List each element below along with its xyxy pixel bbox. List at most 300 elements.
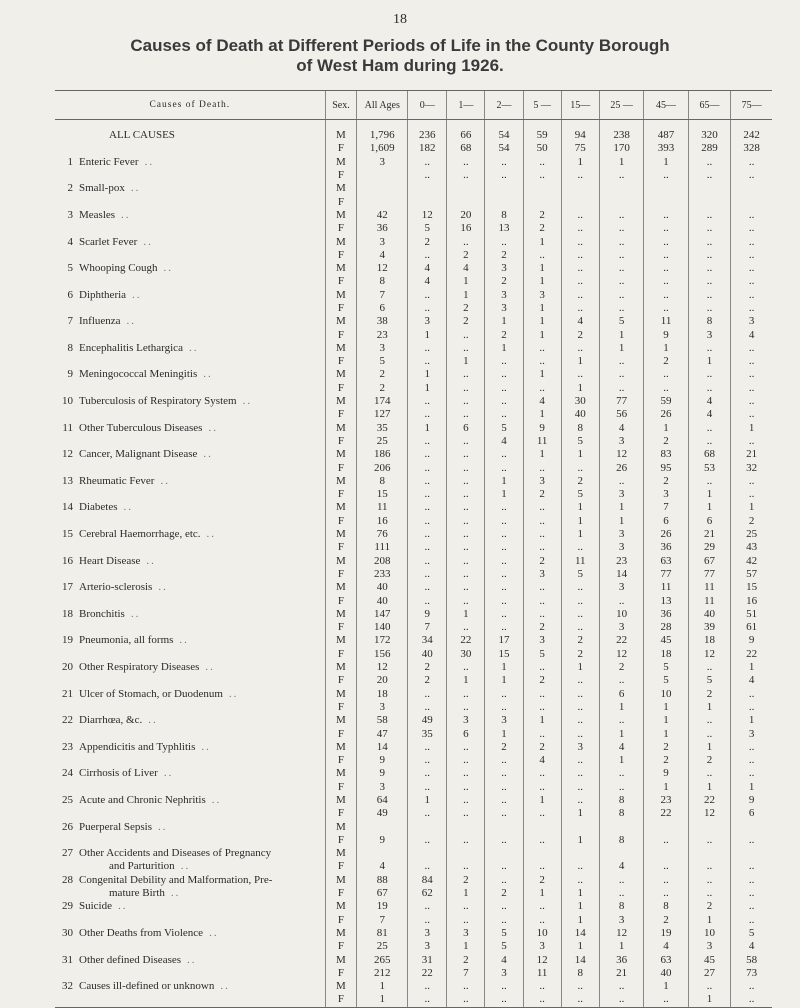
value-cell-a65: 77: [688, 568, 730, 581]
leader-dots: ..: [179, 634, 189, 647]
spacer-cell: [561, 120, 599, 130]
value-cell-a65: ..: [688, 222, 730, 235]
value-cell-a2: ..: [485, 368, 523, 381]
value-cell-a65: ..: [688, 382, 730, 395]
value-cell-a0: 2: [408, 235, 447, 248]
value-cell-a45: ..: [644, 368, 688, 381]
value-cell-a0: 1: [408, 382, 447, 395]
value-cell-a75: ..: [731, 900, 772, 913]
value-cell-a65: 1: [688, 914, 730, 927]
value-cell-a45: 19: [644, 927, 688, 940]
value-cell-a15: ..: [561, 781, 599, 794]
value-cell-a5: 3: [523, 289, 561, 302]
cause-cell: [55, 515, 325, 528]
value-cell-a1: ..: [447, 501, 485, 514]
value-cell-a5: 2: [523, 674, 561, 687]
spacer-cell: [599, 120, 643, 130]
value-cell-a15: 14: [561, 927, 599, 940]
header-age-45: 45—: [644, 91, 688, 120]
spacer-cell: [325, 120, 357, 130]
value-cell-a45: ..: [644, 302, 688, 315]
page-title: [40, 36, 760, 76]
cause-cell: [55, 781, 325, 794]
value-cell-a5: 1: [523, 315, 561, 328]
value-cell-a15: 1: [561, 661, 599, 674]
value-cell-a45: 1: [644, 727, 688, 740]
value-cell-all: 1,796: [357, 129, 408, 142]
cause-label: ALL CAUSES: [109, 129, 175, 142]
value-cell-a0: ..: [408, 993, 447, 1007]
leader-dots: ..: [220, 980, 230, 993]
cause-number: 32: [62, 980, 73, 993]
leader-dots: ..: [146, 554, 156, 567]
cause-number: 13: [62, 474, 73, 487]
value-cell-a75: 21: [731, 448, 772, 461]
cause-cell: [55, 674, 325, 687]
value-cell-a0: 3: [408, 940, 447, 953]
cause-label: Ulcer of Stomach, or Duodenum: [79, 687, 223, 700]
value-cell-a1: ..: [447, 235, 485, 248]
value-cell-a25: 23: [599, 555, 643, 568]
value-cell-a0: 236: [408, 129, 447, 142]
table-header-row: [55, 91, 772, 120]
value-cell-a0: ..: [408, 342, 447, 355]
cause-cell: [55, 727, 325, 740]
value-cell-a0: ..: [408, 169, 447, 182]
value-cell-a1: 1: [447, 608, 485, 621]
table-row: [55, 621, 772, 634]
cause-cell: [55, 634, 325, 647]
sex-cell: F: [325, 488, 357, 501]
value-cell-a5: 2: [523, 741, 561, 754]
value-cell-a15: ..: [561, 980, 599, 993]
value-cell-a1: ..: [447, 993, 485, 1007]
sex-cell: M: [325, 422, 357, 435]
table-row: [55, 847, 772, 860]
value-cell-a75: ..: [731, 275, 772, 288]
value-cell-a2: 54: [485, 129, 523, 142]
value-cell-all: 14: [357, 741, 408, 754]
table-row: [55, 501, 772, 514]
value-cell-a45: 77: [644, 568, 688, 581]
sex-cell: M: [325, 448, 357, 461]
value-cell-a5: [523, 195, 561, 208]
value-cell-a2: ..: [485, 501, 523, 514]
header-spacer-row: [55, 120, 772, 130]
value-cell-a75: ..: [731, 741, 772, 754]
cause-cell: [55, 980, 325, 993]
value-cell-a15: ..: [561, 302, 599, 315]
sex-cell: M: [325, 235, 357, 248]
value-cell-a25: ..: [599, 289, 643, 302]
sex-cell: M: [325, 661, 357, 674]
cause-number: 17: [62, 581, 73, 594]
value-cell-a25: ..: [599, 209, 643, 222]
leader-dots: ..: [170, 887, 181, 900]
value-cell-a25: 4: [599, 422, 643, 435]
value-cell-a75: ..: [731, 342, 772, 355]
table-row: [55, 993, 772, 1007]
value-cell-a0: ..: [408, 754, 447, 767]
value-cell-a0: ..: [408, 448, 447, 461]
table-row: [55, 594, 772, 607]
table-row: [55, 608, 772, 621]
sex-cell: F: [325, 914, 357, 927]
value-cell-all: 49: [357, 807, 408, 820]
value-cell-a5: 4: [523, 395, 561, 408]
value-cell-a1: ..: [447, 461, 485, 474]
value-cell-a45: 26: [644, 528, 688, 541]
value-cell-a2: 54: [485, 142, 523, 155]
value-cell-a1: 22: [447, 634, 485, 647]
cause-number: 4: [67, 235, 73, 248]
cause-number: 11: [62, 421, 73, 434]
sex-cell: M: [325, 687, 357, 700]
value-cell-a15: ..: [561, 794, 599, 807]
value-cell-a65: [688, 820, 730, 833]
cause-label: Rheumatic Fever: [79, 474, 155, 487]
cause-cell: [55, 661, 325, 674]
value-cell-a2: ..: [485, 687, 523, 700]
value-cell-a65: 1: [688, 355, 730, 368]
leader-dots: ..: [118, 900, 128, 913]
value-cell-a0: ..: [408, 594, 447, 607]
sex-cell: F: [325, 541, 357, 554]
value-cell-a1: ..: [447, 701, 485, 714]
value-cell-a75: 1: [731, 422, 772, 435]
value-cell-a25: [599, 195, 643, 208]
cause-cell: [55, 315, 325, 328]
value-cell-a5: ..: [523, 342, 561, 355]
value-cell-a25: 1: [599, 754, 643, 767]
table-row: [55, 262, 772, 275]
sex-cell: F: [325, 860, 357, 873]
value-cell-a15: 75: [561, 142, 599, 155]
value-cell-a65: 1: [688, 488, 730, 501]
cause-number: 9: [67, 368, 73, 381]
value-cell-a5: ..: [523, 834, 561, 847]
value-cell-a65: 53: [688, 461, 730, 474]
cause-cell: [55, 701, 325, 714]
value-cell-a0: 3: [408, 315, 447, 328]
cause-label: Diarrhœa, &c.: [79, 714, 143, 727]
value-cell-a0: 49: [408, 714, 447, 727]
value-cell-a75: ..: [731, 475, 772, 488]
value-cell-a45: ..: [644, 382, 688, 395]
value-cell-a25: ..: [599, 249, 643, 262]
value-cell-a1: 6: [447, 727, 485, 740]
value-cell-a2: 1: [485, 488, 523, 501]
value-cell-a1: ..: [447, 435, 485, 448]
value-cell-a5: ..: [523, 541, 561, 554]
value-cell-a5: 10: [523, 927, 561, 940]
cause-cell: [55, 887, 325, 900]
value-cell-a25: 1: [599, 940, 643, 953]
table-row: [55, 634, 772, 647]
cause-cell: [55, 874, 325, 887]
value-cell-all: [357, 195, 408, 208]
value-cell-a25: ..: [599, 222, 643, 235]
value-cell-a15: ..: [561, 342, 599, 355]
value-cell-all: 16: [357, 515, 408, 528]
value-cell-a2: ..: [485, 568, 523, 581]
value-cell-a65: 11: [688, 581, 730, 594]
value-cell-a0: ..: [408, 834, 447, 847]
value-cell-a45: ..: [644, 860, 688, 873]
sex-cell: F: [325, 355, 357, 368]
value-cell-a75: ..: [731, 368, 772, 381]
value-cell-a1: 4: [447, 262, 485, 275]
leader-dots: ..: [132, 288, 142, 301]
value-cell-a5: ..: [523, 169, 561, 182]
value-cell-a45: 1: [644, 781, 688, 794]
cause-cell: [55, 461, 325, 474]
value-cell-a65: ..: [688, 714, 730, 727]
value-cell-a75: 22: [731, 648, 772, 661]
sex-cell: F: [325, 408, 357, 421]
value-cell-a1: ..: [447, 515, 485, 528]
sex-cell: F: [325, 834, 357, 847]
sex-cell: M: [325, 608, 357, 621]
value-cell-a2: 1: [485, 674, 523, 687]
table-row: [55, 355, 772, 368]
value-cell-a5: ..: [523, 980, 561, 993]
value-cell-a5: 3: [523, 940, 561, 953]
cause-label: Diphtheria: [79, 288, 127, 301]
cause-number: 15: [62, 528, 73, 541]
spacer-cell: [357, 120, 408, 130]
value-cell-a75: ..: [731, 488, 772, 501]
value-cell-a15: 5: [561, 568, 599, 581]
value-cell-a0: ..: [408, 289, 447, 302]
value-cell-a65: [688, 195, 730, 208]
sex-cell: F: [325, 328, 357, 341]
value-cell-all: 12: [357, 262, 408, 275]
value-cell-all: 4: [357, 249, 408, 262]
value-cell-a0: 5: [408, 222, 447, 235]
cause-cell: [55, 408, 325, 421]
value-cell-a25: 1: [599, 501, 643, 514]
value-cell-a65: 27: [688, 967, 730, 980]
value-cell-a2: [485, 847, 523, 860]
value-cell-a25: ..: [599, 874, 643, 887]
value-cell-a75: ..: [731, 235, 772, 248]
sex-cell: M: [325, 209, 357, 222]
value-cell-a5: 11: [523, 435, 561, 448]
value-cell-a65: 12: [688, 807, 730, 820]
value-cell-a15: ..: [561, 235, 599, 248]
value-cell-a25: 12: [599, 448, 643, 461]
value-cell-a65: ..: [688, 874, 730, 887]
value-cell-a1: 2: [447, 874, 485, 887]
table-row: [55, 807, 772, 820]
cause-cell: [55, 368, 325, 381]
value-cell-all: 111: [357, 541, 408, 554]
value-cell-a25: 1: [599, 156, 643, 169]
table-row: [55, 767, 772, 780]
value-cell-a65: ..: [688, 368, 730, 381]
value-cell-a0: ..: [408, 156, 447, 169]
value-cell-a2: ..: [485, 448, 523, 461]
sex-cell: M: [325, 820, 357, 833]
cause-cell: [55, 355, 325, 368]
leader-dots: ..: [126, 315, 137, 328]
value-cell-a65: 21: [688, 528, 730, 541]
value-cell-a1: 3: [447, 714, 485, 727]
value-cell-a25: 1: [599, 701, 643, 714]
value-cell-a0: 2: [408, 674, 447, 687]
value-cell-a45: 1: [644, 422, 688, 435]
value-cell-a1: ..: [447, 581, 485, 594]
value-cell-a1: ..: [447, 594, 485, 607]
table-row: [55, 781, 772, 794]
value-cell-a0: 4: [408, 275, 447, 288]
value-cell-a45: 18: [644, 648, 688, 661]
value-cell-all: 156: [357, 648, 408, 661]
table-row: [55, 687, 772, 700]
value-cell-a45: 83: [644, 448, 688, 461]
value-cell-all: 9: [357, 767, 408, 780]
value-cell-a5: ..: [523, 355, 561, 368]
table-row: [55, 448, 772, 461]
cause-label: Other Deaths from Violence: [79, 926, 204, 939]
cause-number: 21: [62, 687, 73, 700]
value-cell-a1: [447, 182, 485, 195]
value-cell-a25: ..: [599, 781, 643, 794]
value-cell-a25: 3: [599, 541, 643, 554]
value-cell-a1: ..: [447, 342, 485, 355]
value-cell-a75: ..: [731, 980, 772, 993]
value-cell-all: 3: [357, 781, 408, 794]
cause-cell: [55, 767, 325, 780]
value-cell-a25: ..: [599, 382, 643, 395]
value-cell-a75: ..: [731, 302, 772, 315]
value-cell-a65: ..: [688, 422, 730, 435]
table-row: [55, 368, 772, 381]
leader-dots: ..: [160, 474, 170, 487]
sex-cell: F: [325, 674, 357, 687]
value-cell-a15: 1: [561, 887, 599, 900]
value-cell-a25: [599, 820, 643, 833]
value-cell-a15: ..: [561, 874, 599, 887]
sex-cell: M: [325, 289, 357, 302]
value-cell-a75: ..: [731, 874, 772, 887]
cause-number: 30: [62, 926, 73, 939]
value-cell-a5: 59: [523, 129, 561, 142]
value-cell-a2: 1: [485, 727, 523, 740]
value-cell-a0: 62: [408, 887, 447, 900]
value-cell-a45: 1: [644, 701, 688, 714]
spacer-cell: [644, 120, 688, 130]
value-cell-a1: 2: [447, 315, 485, 328]
table-row: [55, 794, 772, 807]
value-cell-a45: ..: [644, 222, 688, 235]
value-cell-a75: ..: [731, 701, 772, 714]
value-cell-a15: ..: [561, 275, 599, 288]
leader-dots: ..: [206, 528, 217, 541]
value-cell-all: 3: [357, 701, 408, 714]
value-cell-a2: [485, 820, 523, 833]
value-cell-a0: ..: [408, 900, 447, 913]
value-cell-a5: ..: [523, 900, 561, 913]
value-cell-a5: ..: [523, 249, 561, 262]
leader-dots: ..: [203, 368, 213, 381]
value-cell-a0: ..: [408, 475, 447, 488]
cause-cell: [55, 222, 325, 235]
sex-cell: F: [325, 594, 357, 607]
value-cell-a45: 22: [644, 807, 688, 820]
value-cell-a65: 320: [688, 129, 730, 142]
table-row: [55, 914, 772, 927]
sex-cell: M: [325, 581, 357, 594]
value-cell-a75: 32: [731, 461, 772, 474]
value-cell-a1: 6: [447, 422, 485, 435]
value-cell-a2: ..: [485, 993, 523, 1007]
value-cell-a5: ..: [523, 594, 561, 607]
cause-number: 28: [62, 873, 73, 886]
value-cell-a5: ..: [523, 807, 561, 820]
leader-dots: ..: [148, 714, 158, 727]
value-cell-a65: ..: [688, 262, 730, 275]
value-cell-a65: 1: [688, 701, 730, 714]
cause-cell: [55, 488, 325, 501]
value-cell-a1: 16: [447, 222, 485, 235]
sex-cell: F: [325, 940, 357, 953]
value-cell-a5: ..: [523, 515, 561, 528]
value-cell-a65: 22: [688, 794, 730, 807]
value-cell-a5: [523, 820, 561, 833]
value-cell-all: 19: [357, 900, 408, 913]
value-cell-a1: ..: [447, 621, 485, 634]
value-cell-a5: ..: [523, 727, 561, 740]
value-cell-a65: 29: [688, 541, 730, 554]
value-cell-all: 140: [357, 621, 408, 634]
table-row: [55, 528, 772, 541]
value-cell-a5: 2: [523, 222, 561, 235]
value-cell-a1: ..: [447, 382, 485, 395]
value-cell-a1: ..: [447, 555, 485, 568]
value-cell-a25: ..: [599, 275, 643, 288]
cause-label: Heart Disease: [79, 554, 141, 567]
cause-label: Bronchitis: [79, 607, 125, 620]
value-cell-a65: ..: [688, 727, 730, 740]
value-cell-a5: ..: [523, 461, 561, 474]
table-row: [55, 435, 772, 448]
value-cell-a45: 2: [644, 355, 688, 368]
leader-dots: ..: [242, 395, 253, 408]
value-cell-a2: ..: [485, 914, 523, 927]
value-cell-a1: ..: [447, 767, 485, 780]
value-cell-a1: ..: [447, 448, 485, 461]
sex-cell: F: [325, 967, 357, 980]
cause-number: 12: [62, 448, 73, 461]
leader-dots: ..: [187, 953, 197, 966]
value-cell-a75: 9: [731, 794, 772, 807]
spacer-cell: [688, 120, 730, 130]
value-cell-a5: 3: [523, 568, 561, 581]
value-cell-a15: 5: [561, 435, 599, 448]
table-row: [55, 887, 772, 900]
value-cell-a2: ..: [485, 807, 523, 820]
value-cell-a25: [599, 847, 643, 860]
value-cell-a75: 43: [731, 541, 772, 554]
table-row: [55, 328, 772, 341]
value-cell-a15: 30: [561, 395, 599, 408]
value-cell-a65: ..: [688, 435, 730, 448]
value-cell-a75: ..: [731, 382, 772, 395]
sex-cell: M: [325, 156, 357, 169]
value-cell-a65: 11: [688, 594, 730, 607]
